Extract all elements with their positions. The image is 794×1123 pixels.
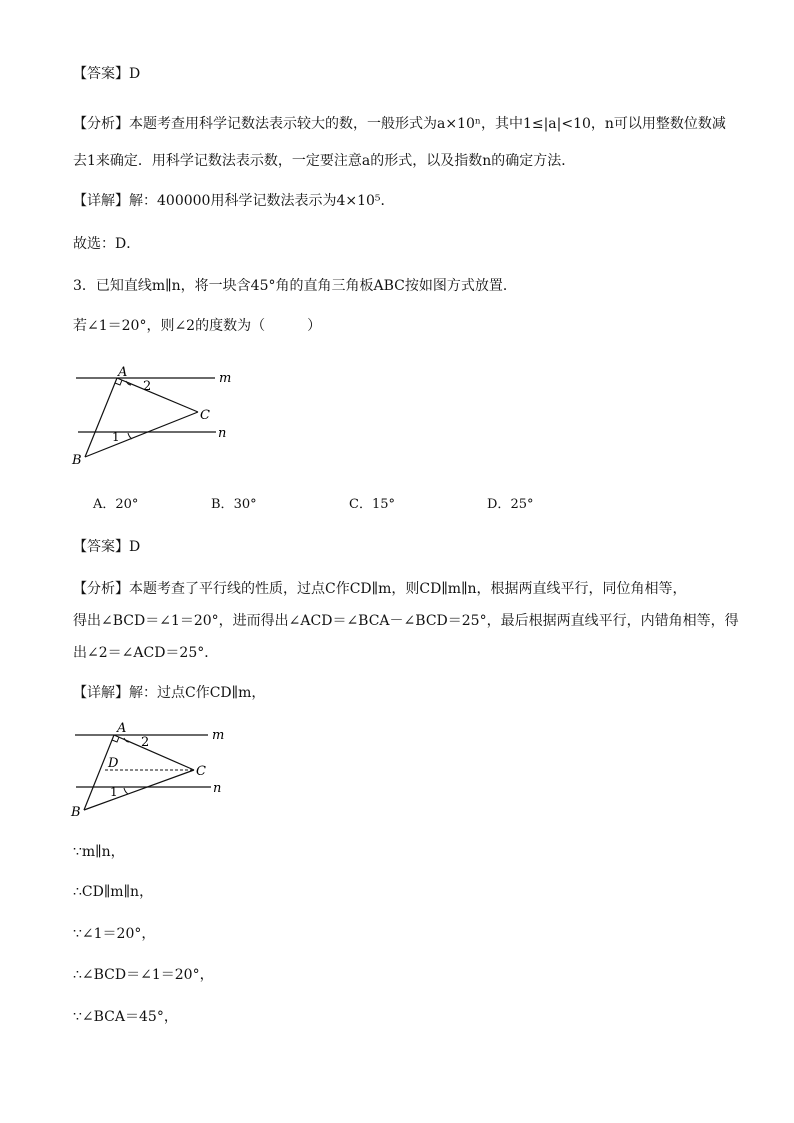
side-BC <box>85 412 198 457</box>
q3-detail-intro: 【详解】解：过点C作CD∥m， <box>73 685 266 701</box>
side-AB <box>85 378 117 457</box>
side-BC <box>84 770 194 810</box>
angle-1-arc <box>124 788 128 794</box>
label-n: n <box>218 426 227 441</box>
label-C: C <box>200 408 210 423</box>
q3-analysis-line3: 出∠2＝∠ACD＝25°． <box>73 645 219 661</box>
label-2: 2 <box>141 735 150 750</box>
label-A: A <box>118 365 128 380</box>
label-n: n <box>213 781 222 796</box>
label-m: m <box>219 371 232 386</box>
option-b-value: 30° <box>233 497 257 512</box>
label-A: A <box>117 721 127 736</box>
label-B: B <box>71 805 81 820</box>
label-C: C <box>196 764 206 779</box>
step-5: ∵∠BCA＝45°， <box>73 1009 178 1025</box>
option-a-letter: A． <box>93 497 116 512</box>
q3-stem-line2 <box>73 316 321 336</box>
option-b[interactable] <box>211 495 257 515</box>
option-a[interactable] <box>93 495 138 515</box>
option-d-value: 25° <box>510 497 534 512</box>
option-c-value: 15° <box>371 497 395 512</box>
q2-analysis-line1: 【分析】本题考查用科学记数法表示较大的数，一般形式为a×10ⁿ，其中1≤|a|<10，n可以用整数位数减 <box>73 116 726 132</box>
label-1: 1 <box>112 430 120 444</box>
q2-detail: 【详解】解：400000用科学记数法表示为4×10⁵． <box>73 193 395 209</box>
figure-1-triangle-parallel-lines <box>66 362 246 472</box>
q3-analysis-line1: 【分析】本题考查了平行线的性质，过点C作CD∥m，则CD∥m∥n，根据两直线平行，同位角相等， <box>73 581 687 597</box>
step-3: ∵∠1＝20°， <box>73 926 156 942</box>
step-4: ∴∠BCD＝∠1＝20°， <box>73 967 214 983</box>
label-m: m <box>212 728 225 743</box>
q2-answer: 【答案】D <box>73 66 141 82</box>
figure-2-triangle-with-auxiliary-line <box>66 716 246 822</box>
label-2: 2 <box>143 379 152 394</box>
option-c[interactable] <box>349 495 395 515</box>
q3-answer: 【答案】D <box>73 539 141 555</box>
label-1: 1 <box>110 785 118 799</box>
label-D: D <box>108 756 119 771</box>
q2-analysis-line2: 去1来确定．用科学记数法表示数，一定要注意a的形式，以及指数n的确定方法． <box>73 153 576 169</box>
step-1: ∵m∥n， <box>73 844 125 860</box>
option-d-letter: D． <box>487 497 511 512</box>
angle-1-arc <box>128 433 132 439</box>
step-2: ∴CD∥m∥n， <box>73 884 154 900</box>
option-a-value: 20° <box>115 497 139 512</box>
q3-stem-line1: 3．已知直线m∥n，将一块含45°角的直角三角板ABC按如图方式放置． <box>73 278 517 294</box>
option-c-letter: C． <box>349 497 372 512</box>
option-b-letter: B． <box>211 497 234 512</box>
q3-analysis-line2: 得出∠BCD＝∠1＝20°，进而得出∠ACD＝∠BCA－∠BCD＝25°，最后根据两直线平行，内错角相等，得 <box>73 613 739 629</box>
q3-stem-close: ） <box>307 318 322 334</box>
option-d[interactable] <box>487 495 533 515</box>
label-B: B <box>72 453 82 468</box>
side-AC <box>117 378 198 412</box>
q2-choose: 故选：D． <box>73 236 141 252</box>
q3-stem-text: 若∠1＝20°，则∠2的度数为（ <box>73 318 266 334</box>
